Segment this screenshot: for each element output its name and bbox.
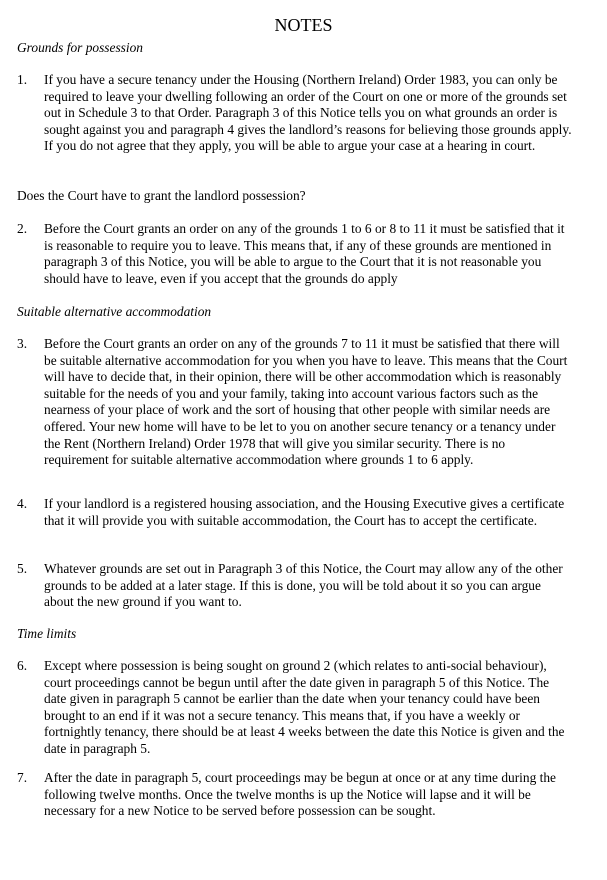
section-heading-accommodation: Suitable alternative accommodation — [17, 304, 212, 319]
paragraph-number: 3. — [17, 336, 28, 351]
paragraph-number: 4. — [17, 496, 28, 511]
paragraph-number: 1. — [17, 72, 28, 87]
paragraph-2 — [17, 221, 572, 287]
paragraph-number: 5. — [17, 561, 28, 576]
paragraph-number: 6. — [17, 658, 28, 673]
paragraph-text: Before the Court grants an order on any of the grounds 1 to 6 or 8 to 11 it must be satisfied that it is reasonable to require you to leave. This means that, if any of these grounds are mentioned in paragraph 3 of this Notice, you will be able to argue to the Court that it is not reasonable you should have to leave, even if you accept that the grounds do apply — [44, 221, 565, 286]
paragraph-text: Whatever grounds are set out in Paragraph 3 of this Notice, the Court may allow any of the other grounds to be added at a later stage. If this is done, you will be told about it so you can argue about the new ground if you want to. — [44, 561, 563, 610]
paragraph-7 — [17, 770, 572, 820]
paragraph-number: 7. — [17, 770, 28, 785]
paragraph-text: If you have a secure tenancy under the Housing (Northern Ireland) Order 1983, you can only be required to leave your dwelling following an order of the Court on one or more of the grounds set out in Schedule 3 to that Order. Paragraph 3 of this Notice tells you on what grounds an order is sought against you and paragraph 4 gives the landlord’s reasons for believing those grounds apply. If you do not agree that they apply, you will be able to argue your case at a hearing in court. — [44, 72, 572, 154]
paragraph-text: Before the Court grants an order on any of the grounds 7 to 11 it must be satisfied that there will be suitable alternative accommodation for you when you have to leave. This means that the Court will have to decide that, in their opinion, there will be other accommodation which is reasonably suitable for the needs of you and your family, taking into account various factors such as the nearness of your place of work and the sort of housing that other people with similar needs are offered. Your new home will have to be let to you on another secure tenancy or a tenancy under the Rent (Northern Ireland) Order 1978 that will give you similar security. There is no requirement for suitable alternative accommodation where grounds 1 to 6 apply. — [44, 336, 568, 468]
paragraph-text: Except where possession is being sought on ground 2 (which relates to anti-social behaviour), court proceedings cannot be begun until after the date given in paragraph 5 of this Notice. The date given in paragraph 5 cannot be earlier than the date when your tenancy could have been brought to an end if it was not a secure tenancy. This means that, if you have a weekly or fortnightly tenancy, there should be at least 4 weeks between the date this Notice is given and the date in paragraph 5. — [44, 658, 565, 756]
paragraph-6 — [17, 658, 572, 758]
paragraph-number: 2. — [17, 221, 28, 236]
paragraph-3 — [17, 336, 572, 469]
section-heading-possession: Does the Court have to grant the landlord possession? — [17, 188, 306, 203]
paragraph-1 — [17, 72, 572, 155]
paragraph-text: If your landlord is a registered housing association, and the Housing Executive gives a certificate that it will provide you with suitable accommodation, the Court has to accept the certificate. — [44, 496, 565, 528]
paragraph-5 — [17, 561, 572, 611]
page-title: NOTES — [274, 15, 333, 35]
section-heading-grounds: Grounds for possession — [17, 40, 143, 55]
paragraph-text: After the date in paragraph 5, court proceedings may be begun at once or at any time during the following twelve months. Once the twelve months is up the Notice will lapse and it will be necessary for a new Notice to be served before possession can be sought. — [44, 770, 557, 819]
paragraph-4 — [17, 496, 572, 529]
section-heading-time-limits: Time limits — [17, 626, 77, 641]
